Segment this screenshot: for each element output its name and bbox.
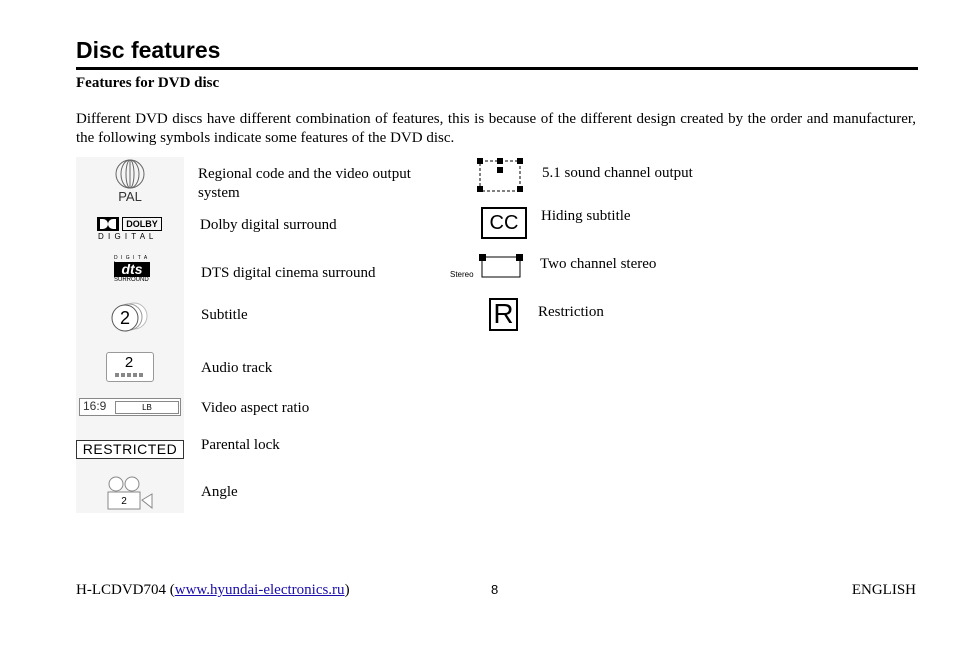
feature-label-regional: Regional code and the video output system [198,166,411,201]
footer-model: H-LCDVD704 (www.hyundai-electronics.ru) [76,582,350,598]
audio-track-number: 2 [124,354,134,371]
stereo-icon [448,252,528,282]
dolby-sub-text: D I G I T A L [98,232,155,241]
subtitle-icon [110,302,152,332]
dts-icon [112,255,152,287]
footer-language: ENGLISH [851,582,916,598]
feature-label-restriction: Restriction [538,304,604,320]
feature-label-parental: Parental lock [201,437,280,453]
aspect-lb-text: LB [115,401,179,414]
angle-icon [106,476,156,512]
audio-track-icon [106,352,154,382]
dts-sub-text: SURROUND [114,277,149,283]
page-title: Disc features [76,37,221,63]
closed-caption-icon: CC [481,207,527,239]
surround-5-1-icon [474,155,524,193]
angle-number: 2 [121,496,127,507]
feature-label-surround: 5.1 sound channel output [542,165,693,181]
feature-label-angle: Angle [201,484,238,500]
feature-label-aspect: Video aspect ratio [201,400,310,416]
restriction-text: R [493,298,514,329]
aspect-ratio-icon [79,398,181,416]
pal-globe-icon [112,158,148,206]
parental-lock-icon: RESTRICTED [76,440,184,459]
page-number: 8 [491,582,499,597]
feature-label-audio: Audio track [201,360,273,376]
feature-label-dts: DTS digital cinema surround [201,265,376,281]
feature-label-stereo: Two channel stereo [540,256,657,272]
pal-icon-text: PAL [118,189,142,204]
title-rule [76,67,918,70]
icon-column-background [76,157,184,513]
aspect-ratio-text: 16:9 [83,399,107,413]
section-heading: Features for DVD disc [76,75,220,91]
feature-label-subtitle: Subtitle [201,307,248,323]
stereo-text: Stereo [450,270,474,279]
dolby-digital-icon [97,216,163,242]
restriction-icon [489,298,517,330]
dts-top-text: D I G I T A [114,255,148,261]
feature-label-dolby: Dolby digital surround [200,217,337,233]
dolby-text: DOLBY [122,217,162,231]
subtitle-number: 2 [119,308,130,328]
feature-label-cc: Hiding subtitle [541,208,631,224]
intro-paragraph: Different DVD discs have different combination of features, this is because of the different design created by the order and manufacturer, the following symbols indicate some features of the DVD disc. [76,111,916,146]
footer-link[interactable]: www.hyundai-electronics.ru [174,582,345,598]
dts-text: dts [114,262,150,277]
